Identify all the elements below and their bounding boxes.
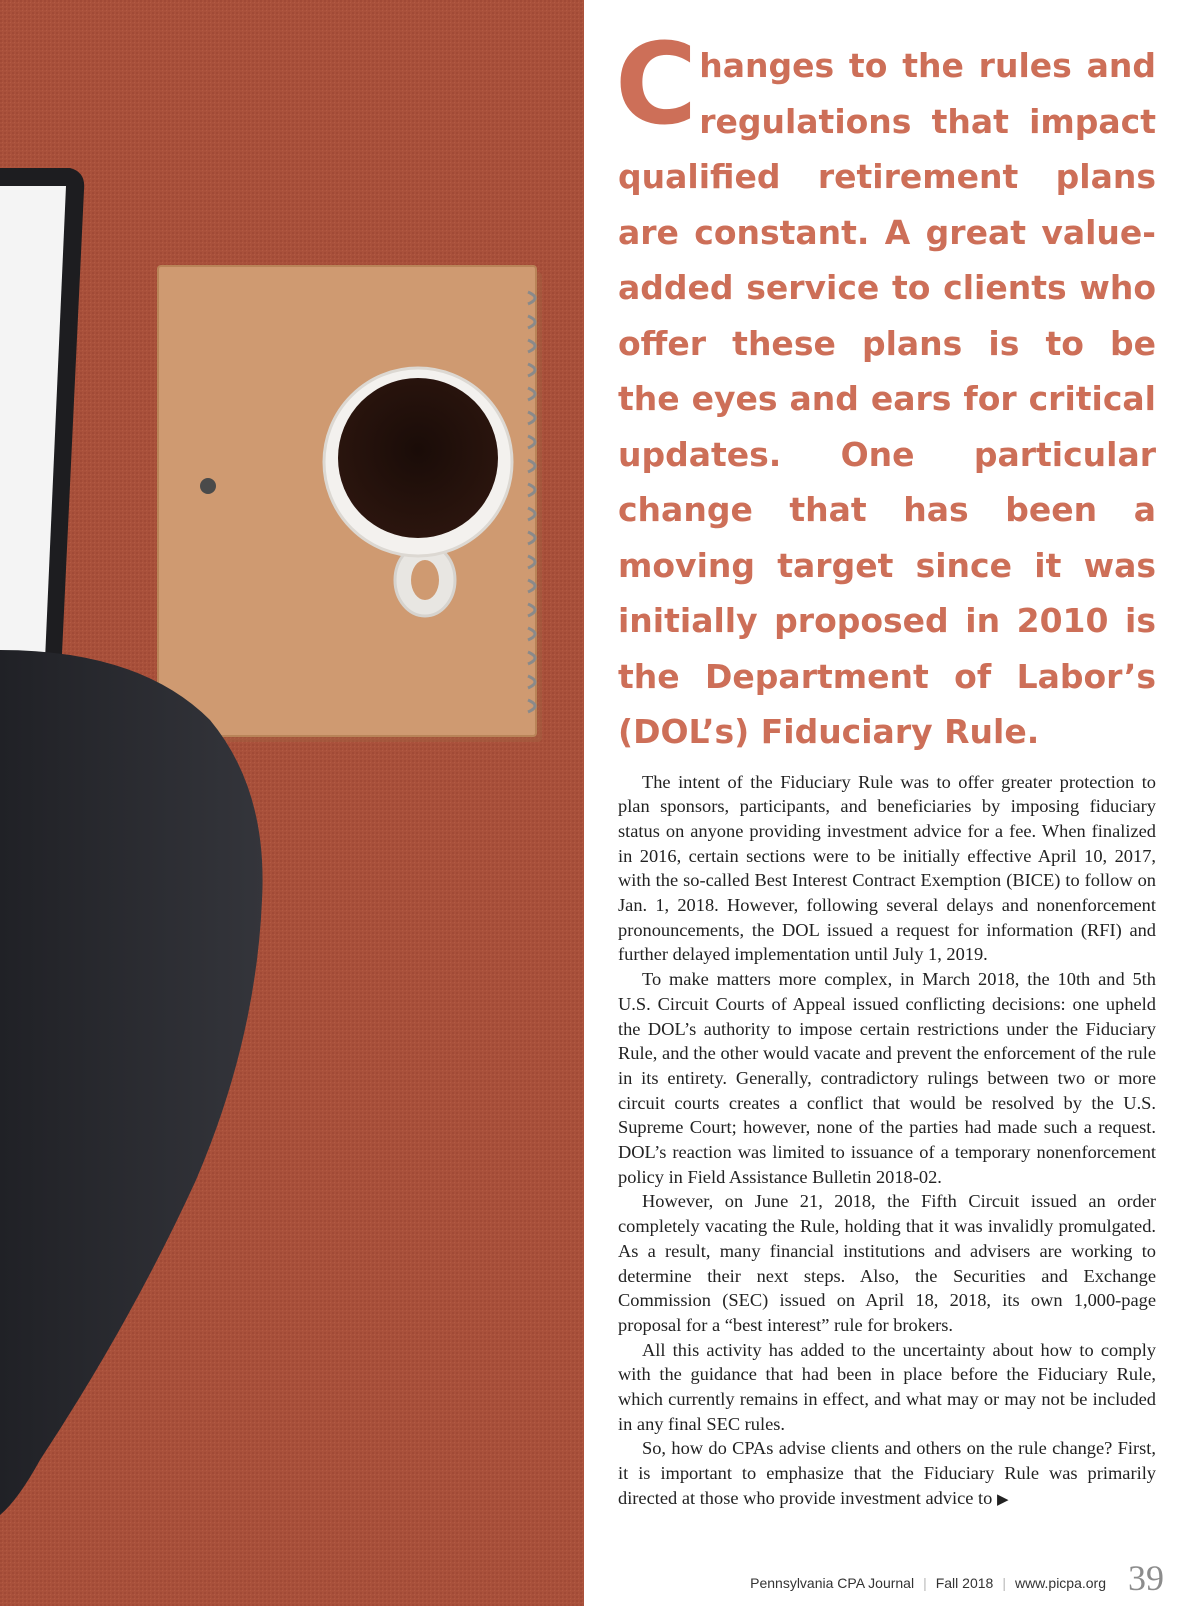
footer-website[interactable]: www.picpa.org [1014, 1575, 1106, 1591]
paragraph-5 [618, 1436, 1156, 1511]
footer-publication: Pennsylvania CPA Journal [750, 1575, 915, 1591]
paragraph-1: The intent of the Fiduciary Rule was to offer greater protection to plan sponsors, participants, and beneficiaries by imposing fiduciary status on anyone providing investment advice for a fee. When finalized in 2016, certain sections were to be initially effective April 10, 2017, with the so-called Best Interest Contract Exemption (BICE) to follow on Jan. 1, 2018. However, following several delays and nonenforcement pronouncements, the DOL issued a request for information (RFI) and further delayed implementation until July 1, 2019. [618, 771, 1156, 965]
paragraph-4: All this activity has added to the uncertainty about how to comply with the guidance that had been in place before the Fiduciary Rule, which currently remains in effect, and what may or may not be included in any final SEC rules. [618, 1339, 1156, 1434]
lead-text: hanges to the rules and regulations that impact qualified retirement plans are constant. A great value-added service to clients who offer these plans is to be the eyes and ears for critical updates. One particular change that has been a moving target since it was initially proposed in 2010 is the Department of Labor’s (DOL’s) Fiduciary Rule. [618, 46, 1156, 751]
footer-separator: | [1002, 1575, 1006, 1591]
page-footer [750, 1555, 1164, 1597]
page-number: 39 [1128, 1558, 1164, 1598]
article-column [615, 20, 1156, 1512]
paragraph-3: However, on June 21, 2018, the Fifth Circuit issued an order completely vacating the Rule, holding that it was invalidly promulgated. As a result, many financial institutions and advisers are working to determine their next steps. Also, the Securities and Exchange Commission (SEC) issued on April 18, 2018, its own 1,000-page proposal for a “best interest” rule for brokers. [618, 1191, 1156, 1335]
paragraph-2: To make matters more complex, in March 2018, the 10th and 5th U.S. Circuit Courts of Appeal issued conflicting decisions: one upheld the DOL’s authority to impose certain restrictions under the Fiduciary Rule, and the other would vacate and prevent the enforcement of the rule in its entirety. Generally, contradictory rulings between two or more circuit courts creates a conflict that would be resolved by the U.S. Supreme Court; however, none of the parties had made such a request. DOL’s reaction was limited to issuance of a temporary nonenforcement policy in Field Assistance Bulletin 2018-02. [618, 969, 1156, 1187]
paragraph-5-text: So, how do CPAs advise clients and others on the rule change? First, it is important to emphasize that the Fiduciary Rule was primarily directed at those who provide investment advice to [618, 1438, 1156, 1508]
footer-issue: Fall 2018 [935, 1575, 994, 1591]
drop-cap: C [615, 20, 698, 150]
footer-separator: | [923, 1575, 927, 1591]
lead-paragraph [615, 20, 1156, 760]
cover-photo [0, 0, 584, 1606]
continue-arrow-icon: ▶ [996, 1489, 1009, 1508]
article-body [618, 770, 1156, 1512]
notebook-button-icon [200, 478, 216, 494]
